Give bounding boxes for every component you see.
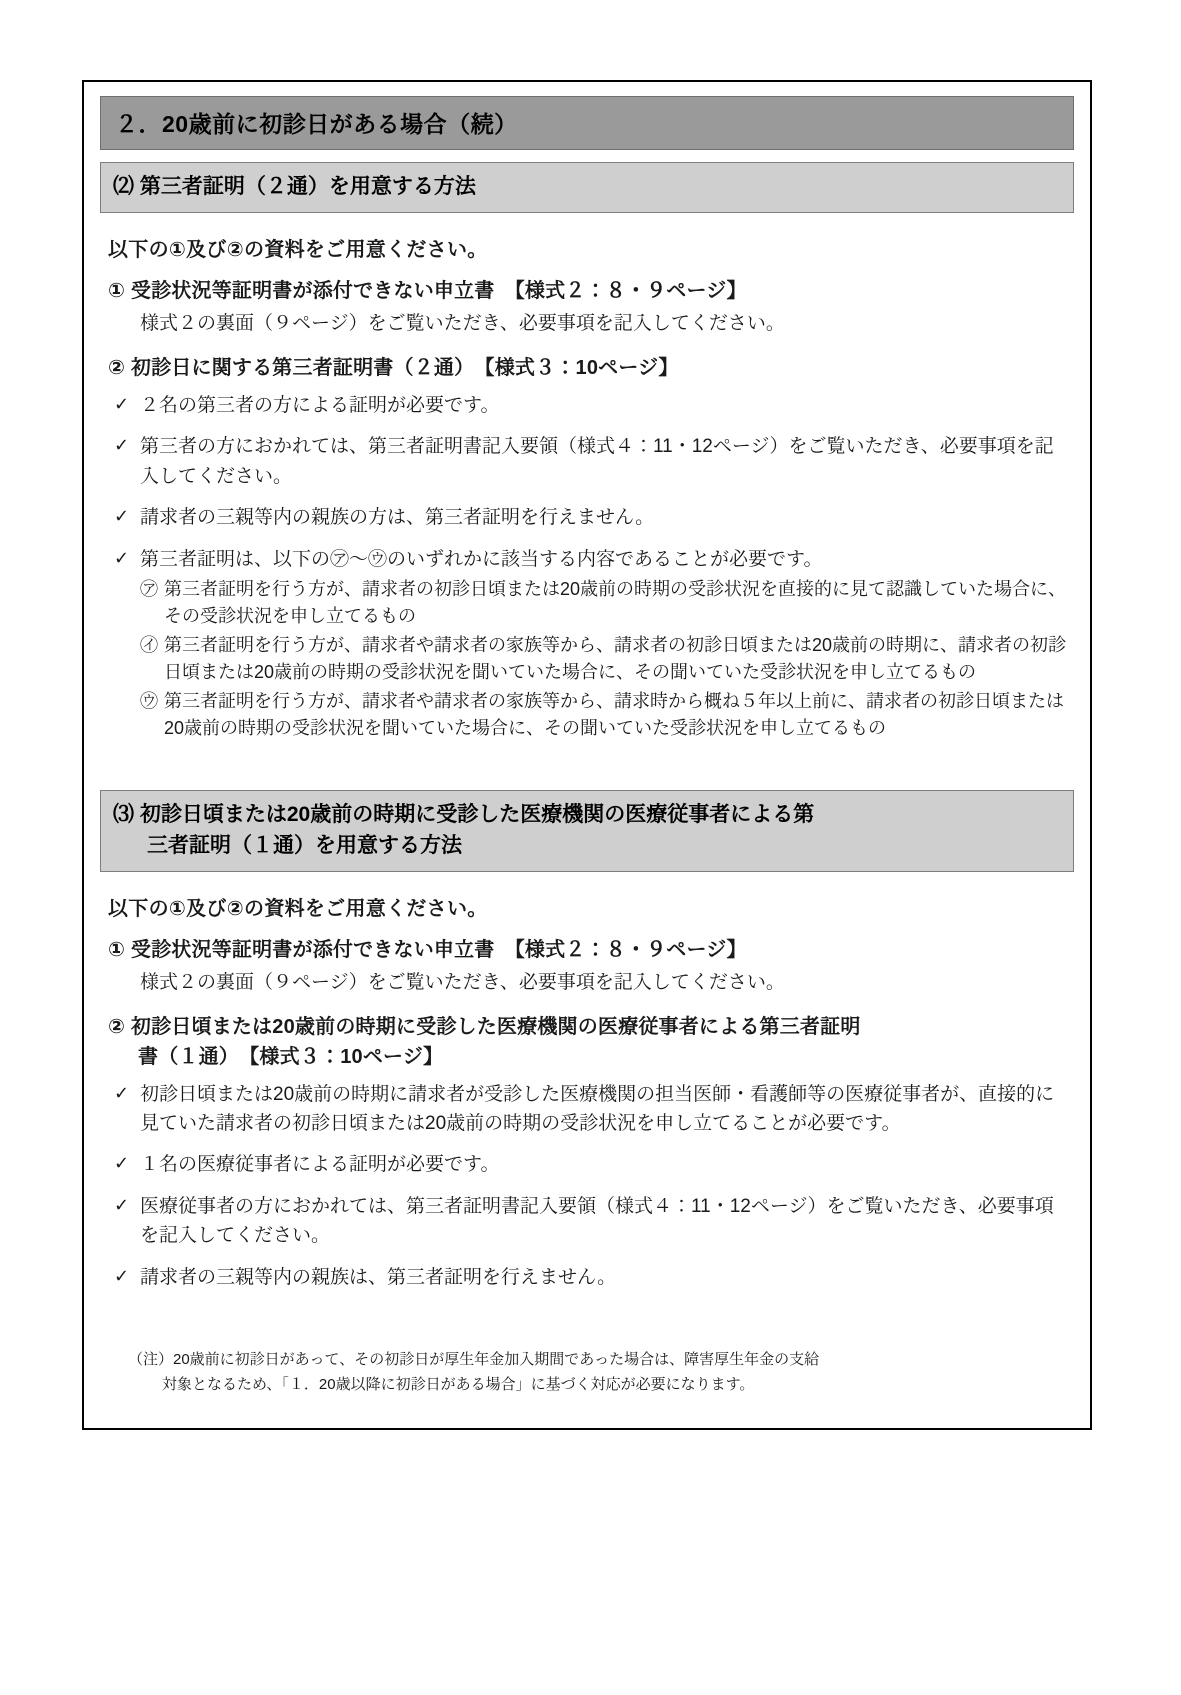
check-icon: ✓ [114, 506, 130, 527]
list-item-text: 第三者の方におかれては、第三者証明書記入要領（様式４：11・12ページ）をご覧いただき、必要事項を記入してください。 [140, 436, 1054, 487]
section-heading-3 [100, 790, 1074, 872]
list-item [106, 1150, 1068, 1179]
list-item-text: 初診日頃または20歳前の時期に請求者が受診した医療機関の担当医師・看護師等の医療従事者が、直接的に見ていた請求者の初診日頃または20歳前の時期の受診状況を申し立てることが必要です。 [140, 1083, 1055, 1134]
check-icon: ✓ [114, 1082, 130, 1103]
sub-list-item [140, 576, 1068, 630]
section-divider-space [100, 754, 1074, 778]
sub-list-marker: ㋑ [140, 635, 158, 656]
sub-list-text: 第三者証明を行う方が、請求者や請求者の家族等から、請求者の初診日頃または20歳前の時期に、請求者の初診日頃または20歳前の時期の受診状況を聞いていた場合に、その聞いていた受診状況を申し立てるもの [164, 635, 1067, 683]
list-item [106, 432, 1068, 491]
list-item-text: 医療従事者の方におかれては、第三者証明書記入要領（様式４：11・12ページ）をご覧いただき、必要事項を記入してください。 [140, 1195, 1054, 1247]
sub-list-marker: ㋒ [140, 691, 158, 712]
section-2-lead: 以下の①及び②の資料をご用意ください。 [108, 239, 488, 262]
sub-list-text: 第三者証明を行う方が、請求者や請求者の家族等から、請求時から概ね５年以上前に、請求者の初診日頃または20歳前の時期の受診状況を聞いていた場合に、その聞いていた受診状況を申し立てるもの [164, 691, 1064, 739]
section-heading-3-line2: 三者証明（１通）を用意する方法 [147, 833, 462, 857]
sub-list-text: 第三者証明を行う方が、請求者の初診日頃または20歳前の時期の受診状況を直接的に見て認識していた場合に、その受診状況を申し立てるもの [164, 579, 1067, 627]
footnote [128, 1348, 1050, 1398]
list-item-text: ２名の第三者の方による証明が必要です。 [140, 394, 500, 416]
sub-list-item [140, 688, 1068, 742]
section-heading-2: ⑵ 第三者証明（２通）を用意する方法 [100, 162, 1074, 213]
check-icon: ✓ [114, 547, 130, 568]
section-2-item1-title: ① 受診状況等証明書が添付できない申立書 【様式２：８・９ページ】 [108, 280, 747, 303]
section-heading-3-line1: ⑶ 初診日頃または20歳前の時期に受診した医療機関の医療従事者による第 [113, 803, 815, 827]
list-item [106, 503, 1068, 532]
section-2-item2-title: ② 初診日に関する第三者証明書（２通） 【様式３：10ページ】 [108, 356, 679, 379]
list-item [106, 1263, 1068, 1292]
page-title: ２．20歳前に初診日がある場合（続） [100, 96, 1074, 150]
section-3-lead: 以下の①及び②の資料をご用意ください。 [108, 898, 488, 920]
section-2-sub-list [140, 576, 1068, 742]
check-icon: ✓ [114, 435, 130, 456]
footnote-line2: 対象となるため、「１．20歳以降に初診日がある場合」に基づく対応が必要になります。 [162, 1375, 755, 1393]
list-item [106, 391, 1068, 420]
check-icon: ✓ [114, 393, 130, 414]
section-body-2 [100, 213, 1074, 742]
section-3-check-list [106, 1080, 1068, 1293]
check-icon: ✓ [114, 1194, 130, 1215]
list-item-text: 第三者証明は、以下の㋐～㋒のいずれかに該当する内容であることが必要です。 [140, 548, 823, 570]
section-body-3 [100, 872, 1074, 1398]
sub-list-marker: ㋐ [140, 579, 158, 600]
list-item [106, 1080, 1068, 1139]
section-3-item2-title-line2: 書（１通） 【様式３：10ページ】 [138, 1045, 444, 1068]
list-item-text: 請求者の三親等内の親族は、第三者証明を行えません。 [140, 1266, 617, 1288]
sub-list-item [140, 632, 1068, 686]
list-item-text: １名の医療従事者による証明が必要です。 [140, 1154, 500, 1176]
check-icon: ✓ [114, 1153, 130, 1174]
section-2-item1-note: 様式２の裏面（９ページ）をご覧いただき、必要事項を記入してください。 [140, 313, 785, 335]
section-3-item2-title-line1: ② 初診日頃または20歳前の時期に受診した医療機関の医療従事者による第三者証明 [108, 1015, 861, 1038]
section-3-item2-title [108, 1012, 1068, 1072]
list-item-text: 請求者の三親等内の親族の方は、第三者証明を行えません。 [140, 507, 655, 529]
section-3-item1-title: ① 受診状況等証明書が添付できない申立書 【様式２：８・９ページ】 [108, 939, 747, 961]
list-item [106, 1192, 1068, 1251]
page-inner [84, 82, 1090, 1408]
footnote-line1: （注）20歳前に初診日があって、その初診日が厚生年金加入期間であった場合は、障害厚生年金の支給 [128, 1351, 820, 1369]
check-icon: ✓ [114, 1265, 130, 1286]
section-3-item1-note: 様式２の裏面（９ページ）をご覧いただき、必要事項を記入してください。 [140, 972, 785, 993]
list-item [106, 545, 1068, 742]
section-2-check-list [106, 391, 1068, 742]
document-page [82, 80, 1092, 1430]
